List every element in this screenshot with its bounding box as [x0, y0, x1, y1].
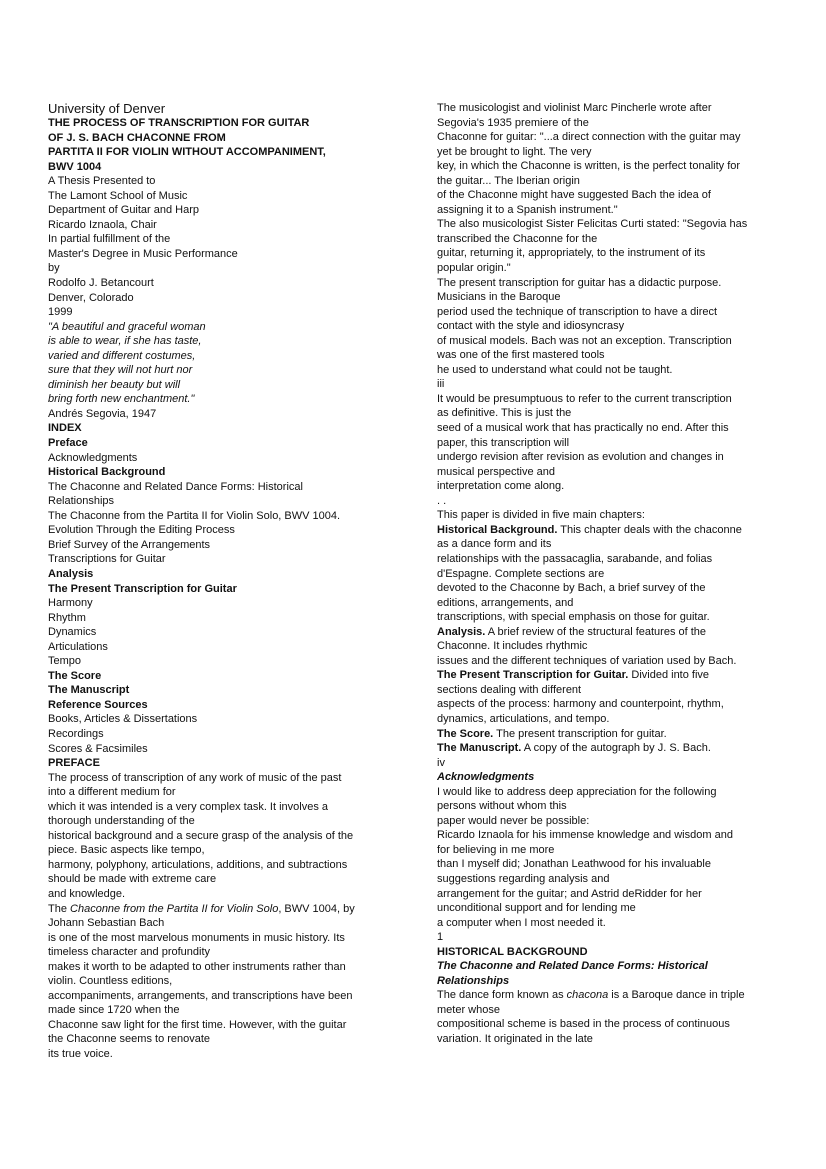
text-line: PREFACE — [48, 757, 100, 770]
text-line: sections dealing with different — [437, 683, 582, 696]
text-line: Brief Survey of the Arrangements — [48, 538, 211, 551]
text-run: The — [48, 902, 71, 915]
text-line: which it was intended is a very complex task. It involves a — [48, 800, 329, 813]
text-run: A copy of the autograph by J. S. Bach. — [521, 742, 711, 755]
text-line: piece. Basic aspects like tempo, — [48, 844, 205, 857]
text-line: thorough understanding of the — [48, 815, 195, 828]
text-run: The present transcription for guitar. — [493, 727, 667, 740]
text-line: persons without whom this — [437, 800, 567, 813]
text-line: Master's Degree in Music Performance — [48, 247, 238, 260]
text-line: A Thesis Presented to — [48, 175, 156, 188]
text-line: Scores & Facsimiles — [48, 742, 148, 755]
text-line — [437, 988, 782, 1003]
text-line: seed of a musical work that has practically no end. After this — [437, 422, 729, 435]
text-line — [437, 727, 782, 742]
text-line: period used the technique of transcription to have a direct — [437, 305, 718, 318]
text-line: 1 — [437, 931, 444, 944]
text-line: yet be brought to light. The very — [437, 145, 592, 158]
text-line: of musical models. Bach was not an exception. Transcription — [437, 334, 732, 347]
text-line: was one of the first mastered tools — [437, 349, 605, 362]
text-run: chacona — [566, 989, 609, 1002]
text-line: "A beautiful and graceful woman — [48, 320, 206, 333]
text-run: The Manuscript. — [437, 742, 522, 755]
text-line: The also musicologist Sister Felicitas Curti stated: "Segovia has — [437, 218, 748, 231]
text-run: The Present Transcription for Guitar. — [437, 669, 629, 682]
text-run: is a Baroque dance in triple — [608, 989, 745, 1002]
text-line: d'Espagne. Complete sections are — [437, 567, 605, 580]
text-line: Chaconne saw light for the first time. However, with the guitar — [48, 1018, 347, 1031]
text-line: transcriptions, with special emphasis on those for guitar. — [437, 611, 710, 624]
text-line: Acknowledgments — [48, 451, 138, 464]
text-line: HISTORICAL BACKGROUND — [437, 945, 588, 958]
text-line: Chaconne. It includes rhythmic — [437, 640, 588, 653]
text-line: paper would never be possible: — [437, 814, 590, 827]
text-line: undergo revision after revision as evolution and changes in — [437, 451, 724, 464]
text-line: The Score — [48, 669, 102, 682]
text-line: violin. Countless editions, — [48, 975, 173, 988]
text-line: unconditional support and for lending me — [437, 902, 636, 915]
text-line: I would like to address deep appreciation for the following — [437, 785, 717, 798]
right-column — [437, 101, 782, 1047]
text-line: of the Chaconne might have suggested Bach the idea of — [437, 189, 711, 202]
text-line: key, in which the Chaconne is written, is the perfect tonality for — [437, 160, 741, 173]
text-line: Reference Sources — [48, 698, 148, 711]
text-line: musical perspective and — [437, 465, 556, 478]
text-line: INDEX — [48, 422, 82, 435]
text-line: The Manuscript — [48, 684, 130, 697]
text-line: This paper is divided in five main chapters: — [437, 509, 645, 522]
text-line: the Chaconne seems to renovate — [48, 1033, 211, 1046]
text-line: Chaconne for guitar: "...a direct connection with the guitar may — [437, 131, 741, 144]
text-line: paper, this transcription will — [437, 436, 570, 449]
text-line: University of Denver — [48, 101, 166, 116]
text-line: Tempo — [48, 655, 82, 668]
text-line: Preface — [48, 437, 88, 450]
text-line: The Chaconne from the Partita II for Violin Solo, BWV 1004. — [48, 509, 341, 522]
text-line: OF J. S. BACH CHACONNE FROM — [48, 131, 226, 144]
text-line: Historical Background — [48, 466, 166, 479]
text-line: interpretation come along. — [437, 480, 565, 493]
left-column — [48, 101, 396, 1062]
text-run: , BWV 1004, by — [278, 902, 355, 915]
text-line: Books, Articles & Dissertations — [48, 713, 198, 726]
text-line: relationships with the passacaglia, sarabande, and folias — [437, 552, 713, 565]
text-line: suggestions regarding analysis and — [437, 872, 610, 885]
text-line: is able to wear, if she has taste, — [48, 335, 202, 348]
text-line: arrangement for the guitar; and Astrid deRidder for her — [437, 887, 702, 900]
text-line: Harmony — [48, 597, 93, 610]
text-line: harmony, polyphony, articulations, additions, and subtractions — [48, 858, 348, 871]
text-line: The Chaconne and Related Dance Forms: Historical — [437, 960, 708, 973]
text-line: Acknowledgments — [437, 771, 535, 784]
text-line: The process of transcription of any work of music of the past — [48, 771, 342, 784]
text-line: editions, arrangements, and — [437, 596, 574, 609]
text-line: sure that they will not hurt nor — [48, 364, 193, 377]
text-line: and knowledge. — [48, 887, 126, 900]
text-line: transcribed the Chaconne for the — [437, 232, 598, 245]
text-line: The Present Transcription for Guitar — [48, 582, 237, 595]
text-line: as definitive. This is just the — [437, 407, 572, 420]
text-run: This chapter deals with the chaconne — [557, 523, 742, 536]
text-run: The dance form known as — [437, 989, 567, 1002]
text-line: Evolution Through the Editing Process — [48, 524, 235, 537]
text-line: compositional scheme is based in the process of continuous — [437, 1018, 730, 1031]
text-line: In partial fulfillment of the — [48, 233, 171, 246]
text-line: Rhythm — [48, 611, 86, 624]
text-line: It would be presumptuous to refer to the current transcription — [437, 392, 732, 405]
text-line: guitar, returning it, appropriately, to the instrument of its — [437, 247, 706, 260]
text-line: made since 1720 when the — [48, 1004, 180, 1017]
text-line — [437, 625, 782, 640]
text-line: Johann Sebastian Bach — [48, 917, 165, 930]
text-line: a computer when I most needed it. — [437, 916, 606, 929]
text-line: Musicians in the Baroque — [437, 291, 561, 304]
text-line: The Chaconne and Related Dance Forms: Historical — [48, 480, 303, 493]
text-line: . . — [437, 494, 447, 507]
text-line: contact with the style and idiosyncrasy — [437, 320, 625, 333]
text-line — [437, 523, 782, 538]
text-line: Transcriptions for Guitar — [48, 553, 166, 566]
text-line: historical background and a secure grasp of the analysis of the — [48, 829, 354, 842]
text-line: dynamics, articulations, and tempo. — [437, 712, 610, 725]
text-line: its true voice. — [48, 1048, 113, 1060]
text-line: as a dance form and its — [437, 538, 552, 551]
text-line: devoted to the Chaconne by Bach, a brief survey of the — [437, 582, 706, 595]
text-line: aspects of the process: harmony and counterpoint, rhythm, — [437, 698, 724, 711]
text-line: is one of the most marvelous monuments in music history. Its — [48, 931, 345, 944]
text-line: Relationships — [437, 974, 510, 987]
text-line: Rodolfo J. Betancourt — [48, 277, 154, 290]
text-line: the guitar... The Iberian origin — [437, 174, 580, 187]
text-run: Historical Background. — [437, 523, 558, 536]
text-run: Divided into five — [628, 669, 710, 682]
text-line: Ricardo Iznaola for his immense knowledge and wisdom and — [437, 829, 733, 842]
text-line: he used to understand what could not be taught. — [437, 363, 673, 376]
text-line: The present transcription for guitar has a didactic purpose. — [437, 276, 722, 289]
text-line: The musicologist and violinist Marc Pincherle wrote after — [437, 102, 712, 114]
text-line: iv — [437, 756, 445, 769]
text-line: Articulations — [48, 640, 108, 653]
text-line: The Lamont School of Music — [48, 189, 188, 202]
text-line: popular origin." — [437, 262, 511, 275]
text-line: should be made with extreme care — [48, 873, 217, 886]
text-line — [437, 741, 782, 756]
text-line: assigning it to a Spanish instrument." — [437, 203, 618, 216]
text-line: into a different medium for — [48, 786, 176, 799]
text-line: variation. It originated in the late — [437, 1033, 593, 1045]
text-line: Relationships — [48, 495, 115, 508]
text-line: varied and different costumes, — [48, 349, 196, 362]
text-line: Denver, Colorado — [48, 291, 134, 304]
text-line: issues and the different techniques of variation used by Bach. — [437, 654, 737, 667]
text-line: BWV 1004 — [48, 160, 102, 173]
text-line: Analysis — [48, 567, 94, 580]
text-line: bring forth new enchantment." — [48, 393, 195, 406]
text-run: Analysis. — [437, 625, 486, 638]
text-line: 1999 — [48, 306, 73, 319]
text-line — [48, 902, 396, 917]
text-line: THE PROCESS OF TRANSCRIPTION FOR GUITAR — [48, 117, 310, 129]
text-line: PARTITA II FOR VIOLIN WITHOUT ACCOMPANIMENT, — [48, 146, 326, 159]
text-line: Recordings — [48, 727, 104, 740]
text-line: than I myself did; Jonathan Leathwood for his invaluable — [437, 858, 711, 871]
text-line: by — [48, 262, 60, 275]
text-line: diminish her beauty but will — [48, 378, 181, 391]
text-line: accompaniments, arrangements, and transcriptions have been — [48, 989, 353, 1002]
text-line: Andrés Segovia, 1947 — [48, 407, 157, 420]
text-run: The Score. — [437, 727, 494, 740]
text-line — [437, 668, 782, 683]
text-line: Dynamics — [48, 626, 97, 639]
text-line: makes it worth to be adapted to other instruments rather than — [48, 960, 346, 973]
text-line: for believing in me more — [437, 843, 555, 856]
text-line: timeless character and profundity — [48, 946, 211, 959]
text-line: Ricardo Iznaola, Chair — [48, 218, 157, 231]
text-line: iii — [437, 378, 445, 391]
text-line: Segovia's 1935 premiere of the — [437, 116, 589, 129]
text-run: A brief review of the structural features of the — [485, 625, 707, 638]
text-line: Department of Guitar and Harp — [48, 204, 200, 217]
text-run: Chaconne from the Partita II for Violin Solo — [70, 902, 279, 915]
text-line: meter whose — [437, 1003, 500, 1016]
